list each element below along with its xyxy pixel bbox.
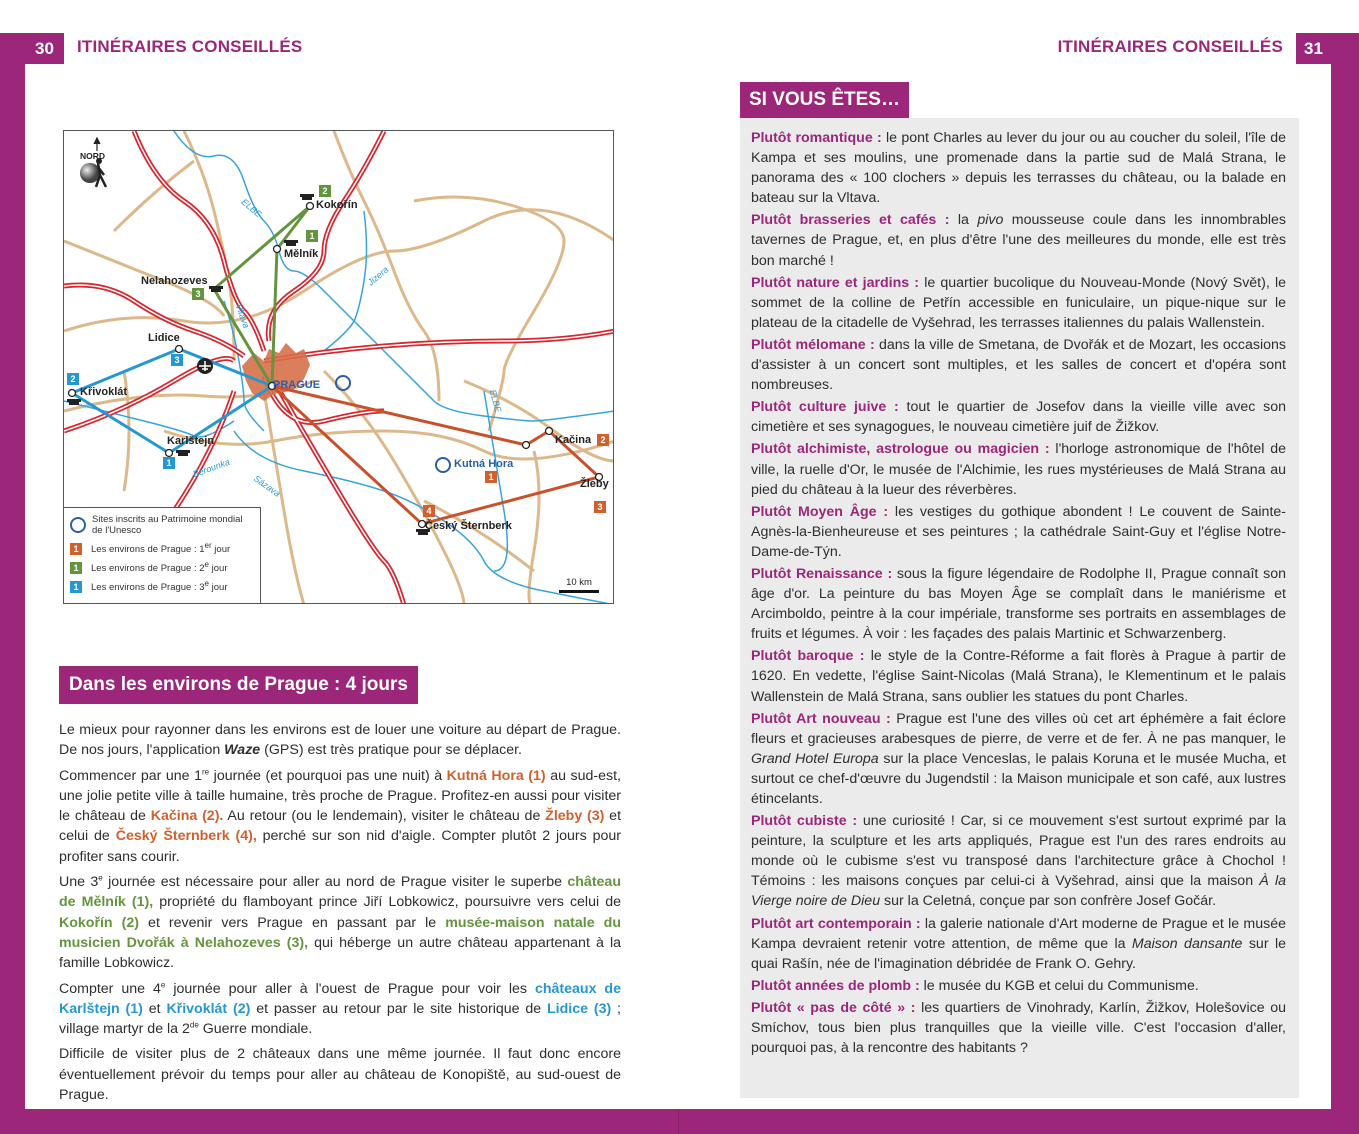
- badge-zleby: 3: [594, 501, 606, 513]
- river-sazava: Sázava: [251, 473, 283, 499]
- item-baroque: Plutôt baroque : le style de la Contre-Réforme a fait florès à Prague à partir de 1620. En vedette, l'église Saint-Nicolas (Malá Strana), le Klementinum et le palais Wallenstein de Malá Strana, sans oublier les statues du pont Charles.: [751, 648, 1287, 705]
- legend-day3: [70, 578, 254, 593]
- running-title-left: ITINÉRAIRES CONSEILLÉS: [77, 37, 303, 56]
- itinerary-map: [63, 130, 614, 604]
- map-scale: [559, 577, 599, 593]
- place-kutna-hora: Kutná Hora: [454, 458, 514, 470]
- badge-kacina: 2: [597, 434, 609, 446]
- item-annees-de-plomb: Plutôt années de plomb : le musée du KGB et celui du Communisme.: [751, 977, 1199, 994]
- right-page-edge-band: [1331, 33, 1359, 1134]
- badge-nelahozeves: 3: [192, 288, 204, 300]
- spine-gutter: [678, 1109, 679, 1134]
- place-prague: PRAGUE: [273, 379, 321, 391]
- place-zleby: Žleby: [580, 478, 609, 490]
- place-cesky-sternberk: Český Šternberk: [425, 520, 512, 532]
- place-krivoklat: Křivoklát: [80, 386, 128, 398]
- paragraph-day4: Compter une 4e journée pour aller à l'ouest de Prague pour voir les châteaux de Karlštejn (1) et Křivoklát (2) et passer au retour par le site historique de Lidice (3) ; village martyr de la 2de Guerre mondiale.: [59, 979, 621, 1038]
- bottom-edge-band: [0, 1109, 1359, 1134]
- river-berounka: Berounka: [191, 456, 232, 480]
- river-elbe-east: ELBE: [487, 388, 504, 414]
- place-lidice: Lidice: [148, 332, 180, 344]
- item-melomane: Plutôt mélomane : dans la ville de Smetana, de Dvořák et de Mozart, les occasions d'assister à un concert sont multiples, et les salles de concert et d'opéra sont nombreuses.: [751, 336, 1286, 394]
- legend-day1: [70, 540, 254, 555]
- item-brasseries: Plutôt brasseries et cafés : la pivo mousseuse coule dans les innombrables tavernes de Prague, et, en plus d'être l'une des meilleures du monde, elle est très bon marché !: [751, 212, 1286, 269]
- river-elbe-north: ELBE: [239, 196, 264, 220]
- paragraph-day1: Commencer par une 1re journée (et pourquoi pas une nuit) à Kutná Hora (1) au sud-est, une jolie petite ville à taille humaine, très proche de Prague. Profitez-en aussi pour visiter le château de Kačina (2). Au retour (ou le lendemain), visiter le château de Žleby (3) et celui de Český Šternberk (4), perché sur son nid d'aigle. Compter plutôt 2 jours pour profiter sans courir.: [59, 766, 622, 865]
- legend-day1-label: Les environs de Prague : 1er jour: [91, 540, 231, 555]
- item-cubiste: Plutôt cubiste : une curiosité ! Car, si ce mouvement s'est surtout exprimé par la peinture, la sculpture et les arts appliqués, Prague est l'un des rares endroits au monde où le cubisme s'est vu transposé dans l'architecture grâce à Chochol ! Témoins : les maisons conçues par celui-ci à Vyšehrad, ainsi que la maison À la Vierge noire de Dieu sur la Celetná, conçue par son confrère Josef Gočár.: [751, 813, 1287, 910]
- legend-unesco-label: Sites inscrits au Patrimoine mondial de l'Unesco: [92, 514, 243, 536]
- legend-day1-badge: 1: [70, 543, 82, 555]
- left-body-text: [59, 720, 621, 1110]
- badge-cesky-sternberk: 4: [423, 505, 435, 517]
- river-vltava: Vltava: [233, 302, 252, 330]
- item-art-contemporain: Plutôt art contemporain : la galerie nationale d'Art moderne de Prague et le musée Kampa devraient retenir votre attention, de même que la Maison dansante sur le quai Rašín, née de l'imagination débridée de Frank O. Gehry.: [751, 915, 1286, 972]
- legend-day2: [70, 559, 254, 574]
- page-number-left: 30: [25, 33, 64, 64]
- place-karlstejn: Karlštejn: [167, 435, 215, 447]
- item-art-nouveau: Plutôt Art nouveau : Prague est l'une des villes où cet art éphémère a fait éclore fleurs et gracieuses arabesques de pierre, de verre et de fer. À ne pas manquer, le Grand Hotel Europa sur la place Venceslas, le palais Koruna et le musée Mucha, et surtout ce chef-d'œuvre du Jugendstil : la Maison municipale et son café, aux lustres étincelants.: [751, 710, 1287, 807]
- paragraph-konopiste: Difficile de visiter plus de 2 châteaux dans une même journée. Il faut donc encore éventuellement prévoir du temps pour aller au château de Konopiště, au sud-ouest de Prague.: [59, 1046, 621, 1104]
- legend-day3-badge: 1: [70, 581, 82, 593]
- scale-bar: [559, 590, 599, 593]
- section-title: Dans les environs de Prague : 4 jours: [59, 666, 418, 704]
- badge-karlstejn: 1: [163, 457, 175, 469]
- running-title-right: ITINÉRAIRES CONSEILLÉS: [1057, 37, 1283, 56]
- scale-label: 10 km: [566, 577, 592, 588]
- river-jizera: Jizera: [365, 264, 391, 288]
- map-legend: [64, 507, 261, 604]
- item-alchimiste: Plutôt alchimiste, astrologue ou magicien : l'horloge astronomique de l'hôtel de ville, la ruelle d'Or, le musée de l'Alchimie, les rues mystérieuses de Malá Strana au pied du château à la lueur des réverbères.: [751, 441, 1286, 498]
- place-melnik: Mělník: [284, 248, 319, 260]
- item-moyen-age: Plutôt Moyen Âge : les vestiges du gothique abondent ! Le couvent de Sainte-Agnès-la-Bienheureuse et ses peintures ; la cathédrale Saint-Guy et l'église Notre-Dame-de-Týn.: [751, 503, 1286, 560]
- place-kokorin: Kokořín: [316, 199, 358, 211]
- info-box-text: [751, 128, 1286, 1060]
- unesco-icon: [70, 517, 86, 533]
- item-romantique: Plutôt romantique : le pont Charles au lever du jour ou au coucher du soleil, l'île de Kampa et ses moulins, une promenade dans la partie sud de Malá Strana, le panorama des « 100 clochers » depuis les terrasses du château, ou la balade en bateau sur la Vltava.: [751, 130, 1286, 207]
- badge-kutna-hora: 1: [485, 471, 497, 483]
- item-pas-de-cote: Plutôt « pas de côté » : les quartiers de Vinohrady, Karlín, Žižkov, Holešovice ou Smíchov, tous bien plus tranquilles que la vieille ville. C'est l'occasion d'aller, pourquoi pas, à la rencontre des habitants ?: [751, 999, 1286, 1057]
- paragraph-intro: Le mieux pour rayonner dans les environs est de louer une voiture au départ de Prague. De nos jours, l'application Waze (GPS) est très pratique pour se déplacer.: [59, 722, 621, 759]
- legend-day2-label: Les environs de Prague : 2e jour: [91, 559, 228, 574]
- place-nelahozeves: Nelahozeves: [141, 275, 208, 287]
- page-number-right: 31: [1296, 33, 1331, 64]
- item-nature: Plutôt nature et jardins : le quartier bucolique du Nouveau-Monde (Nový Svět), le sommet de la colline de Petřín accessible en funiculaire, un pique-nique sur le plateau de la citadelle de Vyšehrad, les terrasses italiennes du palais Wallenstein.: [751, 274, 1286, 331]
- legend-unesco: [70, 514, 254, 536]
- legend-day3-label: Les environs de Prague : 3e jour: [91, 578, 228, 593]
- legend-day2-badge: 1: [70, 562, 82, 574]
- item-renaissance: Plutôt Renaissance : sous la figure légendaire de Rodolphe II, Prague connaît son âge d'or. La peinture du bas Moyen Âge se complaît dans le maniérisme et Arcimboldo, peintre à la cour impériale, transforme ses portraits en assemblages de fruits et légumes. À voir : les façades des palais Martinic et Schwarzenberg.: [751, 565, 1286, 643]
- badge-krivoklat: 2: [67, 373, 79, 385]
- item-culture-juive: Plutôt culture juive : tout le quartier de Josefov dans la vieille ville avec son cimetière et ses synagogues, le nouveau cimetière juif de Žižkov.: [751, 399, 1287, 436]
- badge-lidice: 3: [171, 354, 183, 366]
- paragraph-day3: Une 3e journée est nécessaire pour aller au nord de Prague visiter le superbe château de Mělník (1), propriété du flamboyant prince Jiří Lobkowicz, poursuivre vers celui de Kokořín (2) et revenir vers Prague en passant par le musée-maison natale du musicien Dvořák à Nelahozeves (3), qui héberge un autre château appartenant à la famille Lobkowicz.: [59, 873, 621, 972]
- left-page-edge-band: [0, 33, 25, 1134]
- badge-melnik: 1: [306, 230, 318, 242]
- page-top-margin: [0, 0, 1359, 33]
- north-label: NORD: [80, 151, 106, 161]
- box-title: SI VOUS ÊTES…: [740, 82, 909, 118]
- badge-kokorin: 2: [319, 185, 331, 197]
- place-kacina: Kačina: [555, 434, 592, 446]
